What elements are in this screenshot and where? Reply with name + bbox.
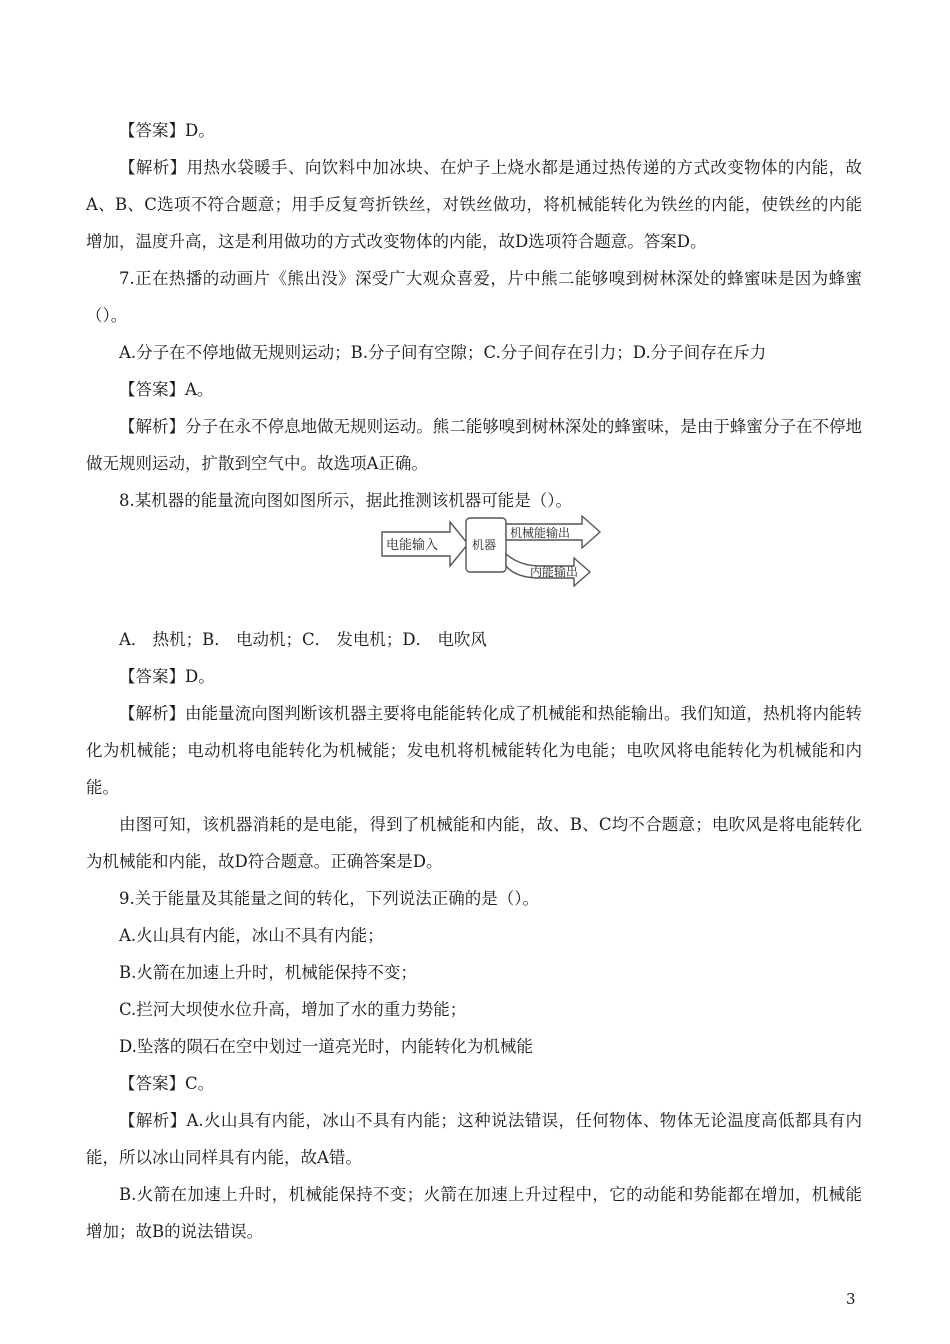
energy-flow-diagram	[380, 514, 602, 596]
page-number: 3	[846, 1290, 856, 1308]
answer-8: 【答案】D。	[119, 667, 215, 686]
answer-7: 【答案】A。	[119, 380, 214, 399]
answer-9: 【答案】C。	[119, 1074, 215, 1093]
analysis-7: 【解析】分子在永不停息地做无规则运动。熊二能够嗅到树林深处的蜂蜜味，是由于蜂蜜分子在不停地做无规则运动，扩散到空气中。故选项A正确。	[86, 417, 862, 473]
question-7: 7.正在热播的动画片《熊出没》深受广大观众喜爱，片中熊二能够嗅到树林深处的蜂蜜味是因为蜂蜜（）。	[86, 269, 862, 325]
option-9c: C.拦河大坝使水位升高，增加了水的重力势能；	[119, 1000, 467, 1019]
analysis-9a: 【解析】A.火山具有内能，冰山不具有内能；这种说法错误，任何物体、物体无论温度高低都具有内能，所以冰山同样具有内能，故A错。	[86, 1111, 862, 1167]
options-8: A． 热机；B． 电动机；C． 发电机；D． 电吹风	[119, 630, 487, 649]
options-7: A.分子在不停地做无规则运动；B.分子间有空隙；C.分子间存在引力；D.分子间存在斥力	[119, 343, 767, 362]
question-9: 9.关于能量及其能量之间的转化，下列说法正确的是（）。	[119, 889, 539, 908]
analysis-8: 【解析】由能量流向图判断该机器主要将电能能转化成了机械能和热能输出。我们知道，热机将内能转化为机械能；电动机将电能转化为机械能；发电机将机械能转化为电能；电吹风将电能转化为机械能和内能。	[86, 704, 862, 797]
option-9a: A.火山具有内能，冰山不具有内能；	[119, 926, 384, 945]
analysis-9b: B.火箭在加速上升时，机械能保持不变；火箭在加速上升过程中，它的动能和势能都在增加，机械能增加；故B的说法错误。	[86, 1185, 862, 1241]
answer-6: 【答案】D。	[119, 121, 215, 140]
machine-label: 机器	[472, 538, 497, 552]
option-9d: D.坠落的陨石在空中划过一道亮光时，内能转化为机械能	[119, 1037, 533, 1056]
input-label: 电能输入	[386, 538, 439, 553]
question-8: 8.某机器的能量流向图如图所示，据此推测该机器可能是（）。	[119, 491, 572, 510]
analysis-6: 【解析】用热水袋暖手、向饮料中加冰块、在炉子上烧水都是通过热传递的方式改变物体的内能，故A、B、C选项不符合题意；用手反复弯折铁丝，对铁丝做功，将机械能转化为铁丝的内能，使铁丝的内能增加，温度升高，这是利用做功的方式改变物体的内能，故D选项符合题意。答案D。	[86, 158, 862, 251]
option-9b: B.火箭在加速上升时，机械能保持不变；	[119, 963, 417, 982]
analysis-8-continued: 由图可知，该机器消耗的是电能，得到了机械能和内能，故、B、C均不合题意；电吹风是将电能转化为机械能和内能，故D符合题意。正确答案是D。	[86, 815, 862, 871]
mechanical-output-label: 机械能输出	[510, 526, 571, 540]
internal-output-label: 内能输出	[530, 565, 579, 579]
